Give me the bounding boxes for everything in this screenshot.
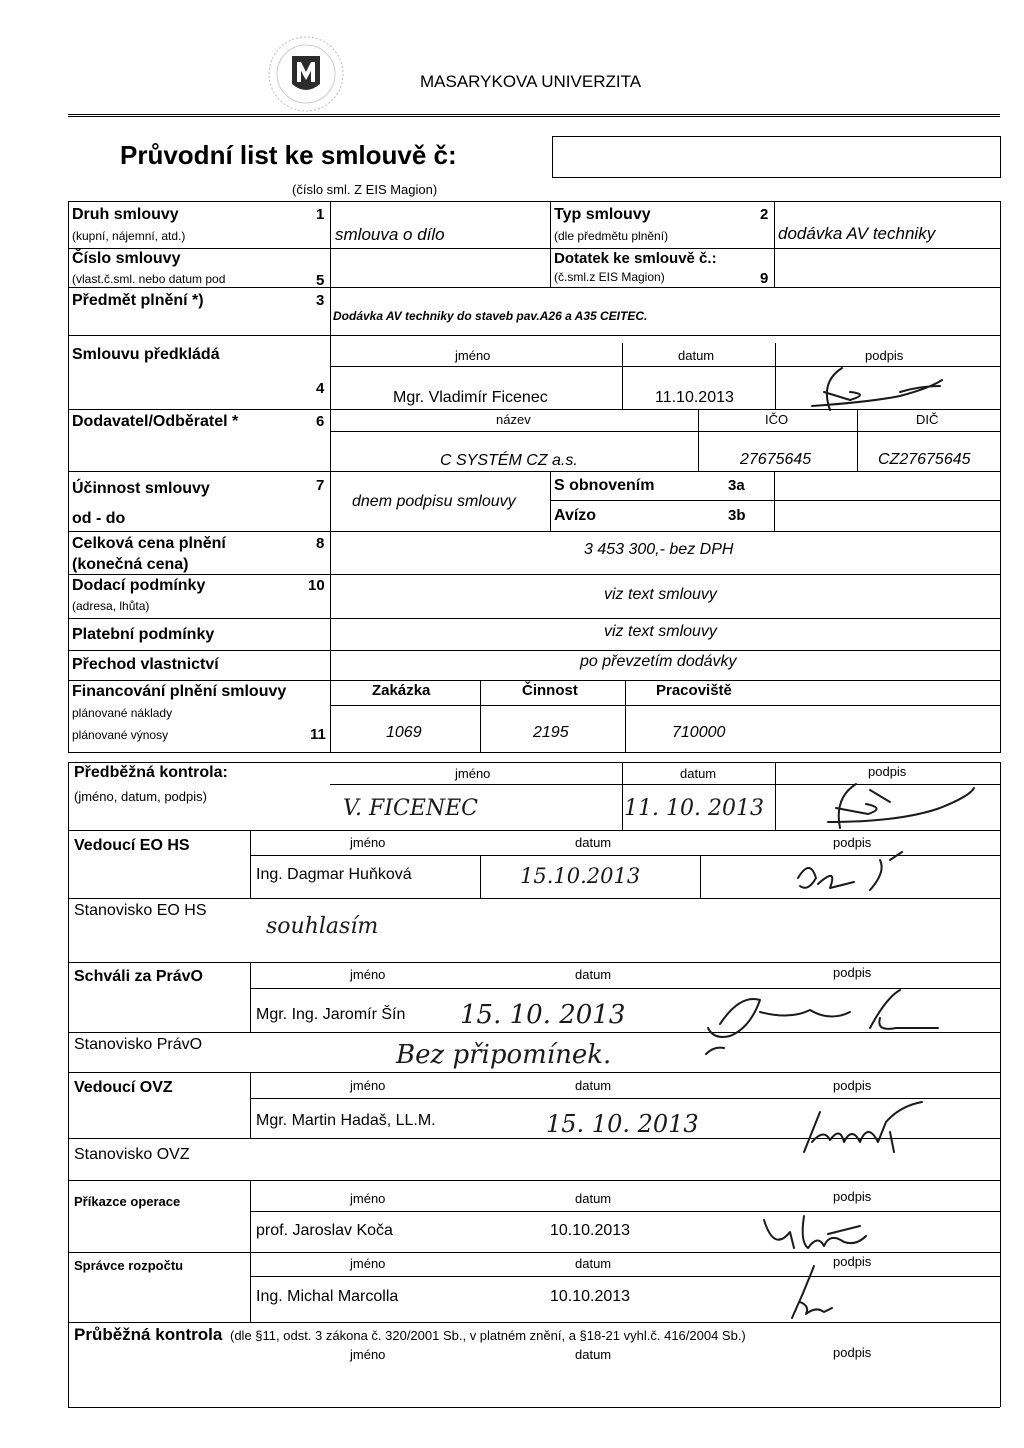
druh-smlouvy-hint: (kupní, nájemní, atd.) xyxy=(72,229,186,243)
dodavatel-code: 6 xyxy=(316,413,325,430)
vedouci-eo-datum-handwritten: 15.10.2013 xyxy=(520,864,641,888)
spravce-signature xyxy=(780,1262,840,1322)
predklada-code: 4 xyxy=(316,380,325,397)
avizo-label: Avízo xyxy=(554,507,597,524)
typ-smlouvy-hint: (dle předmětu plnění) xyxy=(554,229,669,243)
pravo-jmeno: Mgr. Ing. Jaromír Šín xyxy=(256,1006,406,1023)
avizo-code: 3b xyxy=(728,507,746,524)
prubezna-note: (dle §11, odst. 3 zákona č. 320/2001 Sb., v platném znění, a §18-21 vyhl.č. 416/2004 Sb.) xyxy=(230,1328,746,1343)
pravo-podpis-header: podpis xyxy=(833,965,872,980)
pravo-signature xyxy=(700,988,940,1058)
typ-smlouvy-code: 2 xyxy=(760,206,769,223)
financovani-code: 11 xyxy=(310,726,326,743)
prechod-value: po převzetím dodávky xyxy=(580,653,737,670)
vedouci-eo-datum-header: datum xyxy=(575,835,612,850)
predmet-plneni-code: 3 xyxy=(316,292,325,309)
cena-code: 8 xyxy=(316,535,325,552)
cena-value: 3 453 300,- bez DPH xyxy=(584,541,734,558)
spravce-label: Správce rozpočtu xyxy=(74,1258,184,1273)
prikazce-datum-header: datum xyxy=(575,1191,612,1206)
platebni-value: viz text smlouvy xyxy=(604,623,717,640)
ovz-signature xyxy=(790,1092,930,1162)
kontrola-jmeno-header: jméno xyxy=(455,766,491,781)
typ-smlouvy-value: dodávka AV techniky xyxy=(778,224,936,243)
dodavatel-ico: 27675645 xyxy=(740,451,812,468)
ucinnost-code: 7 xyxy=(316,477,325,494)
pravo-label: Schváli za PrávO xyxy=(74,968,203,985)
dodavatel-label: Dodavatel/Odběratel * xyxy=(72,413,239,430)
predklada-podpis-header: podpis xyxy=(865,348,904,363)
ovz-jmeno-header: jméno xyxy=(350,1078,386,1093)
page-title: Průvodní list ke smlouvě č: xyxy=(120,140,457,170)
ovz-jmeno: Mgr. Martin Hadaš, LL.M. xyxy=(256,1112,436,1129)
dodaci-hint: (adresa, lhůta) xyxy=(72,599,150,613)
contract-number-box xyxy=(552,136,1001,178)
dotatek-code: 9 xyxy=(760,270,769,287)
cinnost-value: 2195 xyxy=(533,724,569,741)
kontrola-label: Předběžná kontrola: xyxy=(74,764,228,781)
kontrola-hint: (jméno, datum, podpis) xyxy=(74,789,207,804)
kontrola-datum-header: datum xyxy=(680,766,717,781)
ovz-datum-handwritten: 15. 10. 2013 xyxy=(546,1110,699,1138)
dodavatel-dic-header: DIČ xyxy=(916,412,939,427)
university-name: MASARYKOVA UNIVERZITA xyxy=(420,72,642,91)
ucinnost-label: Účinnost smlouvy xyxy=(72,480,210,497)
predklada-jmeno: Mgr. Vladimír Ficenec xyxy=(393,389,548,406)
druh-smlouvy-value: smlouva o dílo xyxy=(335,225,445,244)
prubezna-jmeno-header: jméno xyxy=(350,1347,386,1362)
platebni-label: Platební podmínky xyxy=(72,626,215,643)
dodavatel-dic: CZ27675645 xyxy=(878,451,971,468)
stanovisko-pravo-handwritten: Bez připomínek. xyxy=(396,1040,612,1070)
prikazce-label: Příkazce operace xyxy=(74,1194,181,1209)
druh-smlouvy-label: Druh smlouvy xyxy=(72,206,179,223)
vedouci-eo-jmeno-header: jméno xyxy=(350,835,386,850)
university-seal-logo xyxy=(266,34,346,114)
predklada-jmeno-header: jméno xyxy=(455,348,491,363)
spravce-podpis-header: podpis xyxy=(833,1254,872,1269)
prubezna-podpis-header: podpis xyxy=(833,1345,872,1360)
druh-smlouvy-code: 1 xyxy=(316,206,325,223)
pravo-datum-header: datum xyxy=(575,967,612,982)
dodaci-value: viz text smlouvy xyxy=(604,586,717,603)
prikazce-jmeno-header: jméno xyxy=(350,1191,386,1206)
header-rule xyxy=(68,114,1000,117)
spravce-jmeno-header: jméno xyxy=(350,1256,386,1271)
ovz-datum-header: datum xyxy=(575,1078,612,1093)
stanovisko-ovz-label: Stanovisko OVZ xyxy=(74,1146,190,1163)
financovani-label: Financování plnění smlouvy xyxy=(72,683,287,700)
dodavatel-nazev-header: název xyxy=(496,412,531,427)
dodavatel-ico-header: IČO xyxy=(765,412,789,427)
dotatek-label: Dotatek ke smlouvě č.: xyxy=(554,250,717,267)
ovz-label: Vedoucí OVZ xyxy=(74,1079,173,1096)
cislo-smlouvy-label: Číslo smlouvy xyxy=(72,250,181,267)
cena-label-2: (konečná cena) xyxy=(72,556,189,573)
ovz-podpis-header: podpis xyxy=(833,1078,872,1093)
pravo-datum-handwritten: 15. 10. 2013 xyxy=(460,1000,626,1030)
prikazce-datum: 10.10.2013 xyxy=(550,1222,631,1239)
spravce-datum-header: datum xyxy=(575,1256,612,1271)
pracoviste-header: Pracoviště xyxy=(656,682,732,699)
dodaci-code: 10 xyxy=(308,577,325,594)
prechod-label: Přechod vlastnictví xyxy=(72,656,219,673)
dotatek-hint: (č.sml.z EIS Magion) xyxy=(554,270,665,284)
kontrola-datum-handwritten: 11. 10. 2013 xyxy=(624,796,764,821)
prikazce-jmeno: prof. Jaroslav Koča xyxy=(256,1222,393,1239)
financovani-naklady: plánované náklady xyxy=(72,706,173,720)
cislo-smlouvy-hint: (vlast.č.sml. nebo datum pod xyxy=(72,272,226,286)
prikazce-podpis-header: podpis xyxy=(833,1189,872,1204)
vedouci-eo-podpis-header: podpis xyxy=(833,835,872,850)
stanovisko-eo-label: Stanovisko EO HS xyxy=(74,902,207,919)
kontrola-podpis-header: podpis xyxy=(868,764,907,779)
kontrola-signature xyxy=(810,778,980,830)
dodaci-label: Dodací podmínky xyxy=(72,577,206,594)
zakazka-value: 1069 xyxy=(386,724,422,741)
s-obnovenim-label: S obnovením xyxy=(554,477,655,494)
prubezna-label: Průběžná kontrola xyxy=(74,1325,223,1344)
prubezna-datum-header: datum xyxy=(575,1347,612,1362)
ucinnost-value: dnem podpisu smlouvy xyxy=(352,493,516,510)
title-subtitle: (číslo sml. Z EIS Magion) xyxy=(292,182,438,197)
stanovisko-pravo-label: Stanovisko PrávO xyxy=(74,1036,203,1053)
vedouci-eo-signature xyxy=(790,848,910,898)
cislo-smlouvy-code: 5 xyxy=(316,272,325,289)
stanovisko-eo-handwritten: souhlasím xyxy=(266,914,379,939)
predklada-datum: 11.10.2013 xyxy=(655,389,734,406)
pravo-jmeno-header: jméno xyxy=(350,967,386,982)
cena-label: Celková cena plnění xyxy=(72,535,226,552)
ucinnost-od-do: od - do xyxy=(72,510,126,527)
s-obnovenim-code: 3a xyxy=(728,477,745,494)
predklada-signature xyxy=(790,362,950,412)
typ-smlouvy-label: Typ smlouvy xyxy=(554,206,651,223)
kontrola-jmeno-handwritten: V. FICENEC xyxy=(343,796,479,821)
predmet-plneni-value: Dodávka AV techniky do staveb pav.A26 a A35 CEITEC. xyxy=(333,309,648,323)
dodavatel-nazev: C SYSTÉM CZ a.s. xyxy=(440,452,578,469)
vedouci-eo-label: Vedoucí EO HS xyxy=(74,837,190,854)
financovani-vynosy: plánované výnosy xyxy=(72,728,169,742)
cinnost-header: Činnost xyxy=(522,682,578,699)
predmet-plneni-label: Předmět plnění *) xyxy=(72,292,204,309)
vedouci-eo-jmeno: Ing. Dagmar Huňková xyxy=(256,866,412,883)
pracoviste-value: 710000 xyxy=(672,724,726,741)
spravce-datum: 10.10.2013 xyxy=(550,1288,631,1305)
predklada-datum-header: datum xyxy=(678,348,715,363)
zakazka-header: Zakázka xyxy=(372,682,431,699)
prikazce-signature xyxy=(760,1212,870,1252)
predklada-label: Smlouvu předkládá xyxy=(72,346,220,363)
spravce-jmeno: Ing. Michal Marcolla xyxy=(256,1288,399,1305)
